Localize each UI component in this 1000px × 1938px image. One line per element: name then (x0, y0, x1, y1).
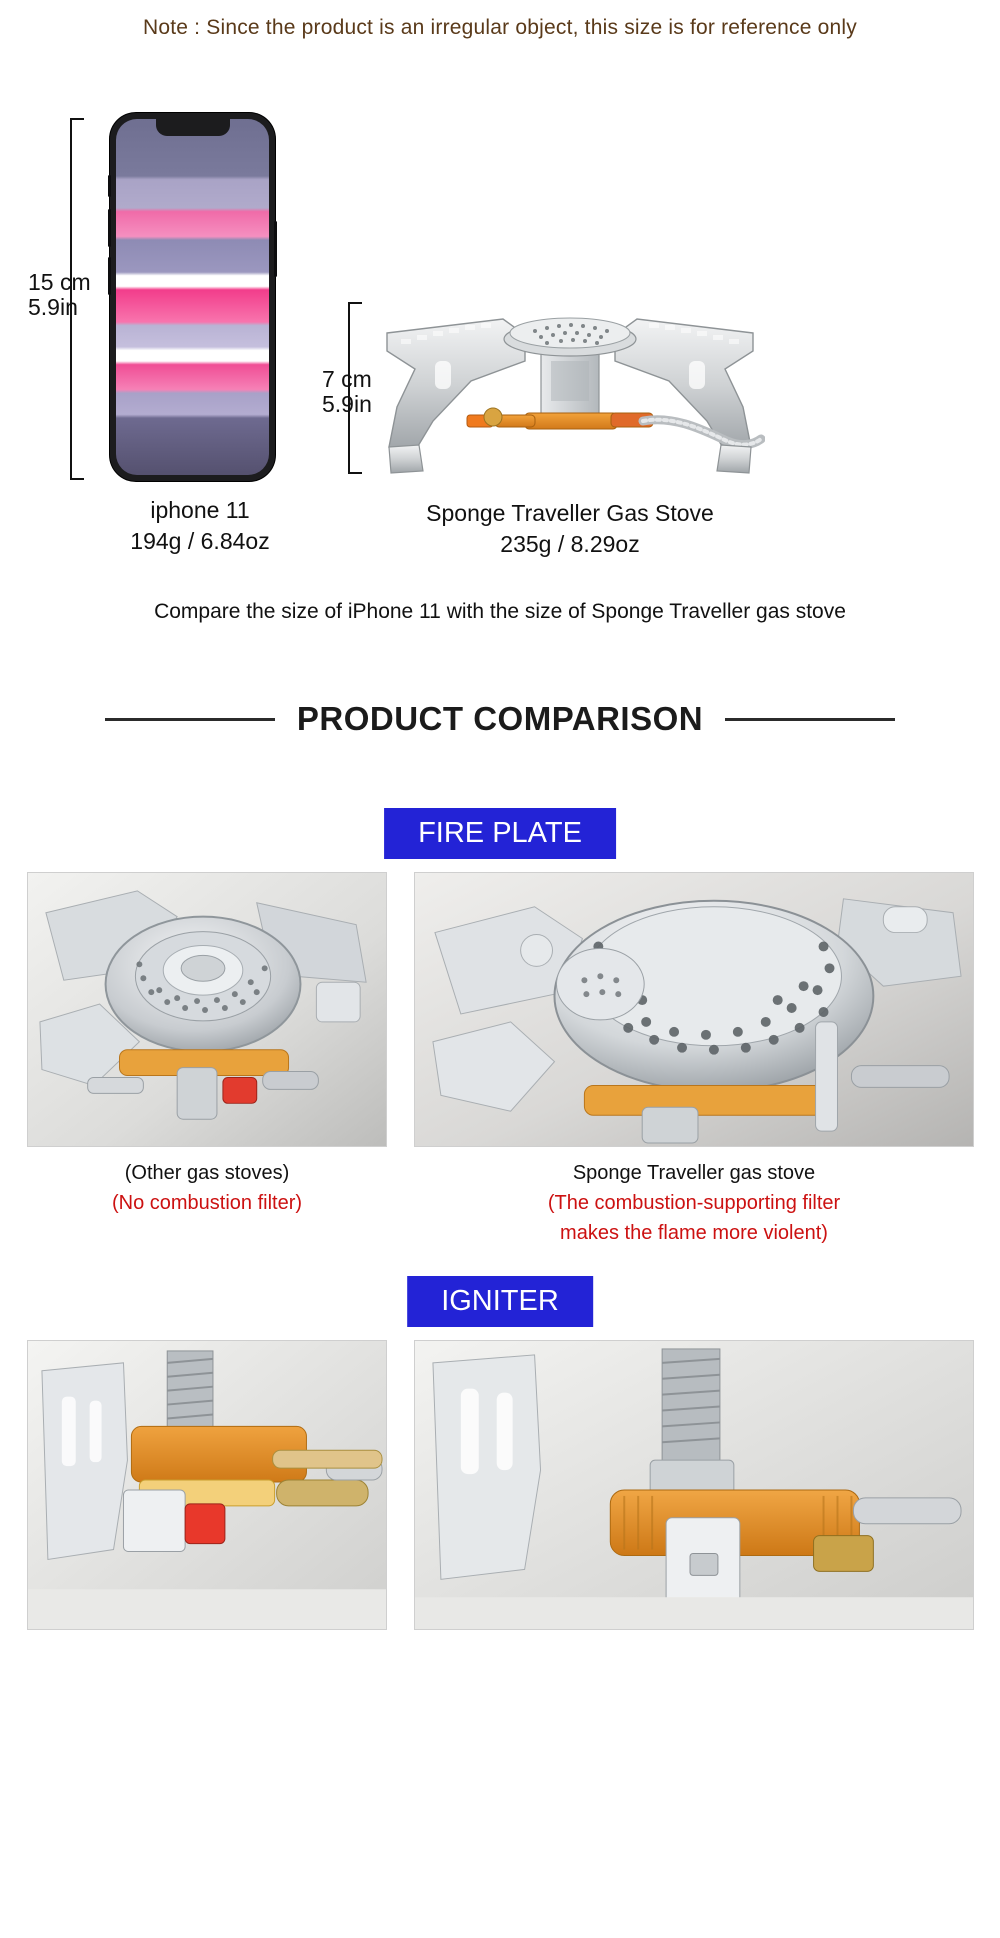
fire-plate-left-caption (27, 1158, 387, 1218)
fire-plate-tag: FIRE PLATE (384, 808, 616, 859)
stove-name: Sponge Traveller Gas Stove (426, 500, 714, 526)
stove-dimension-in: 5.9in (322, 390, 372, 417)
phone-mute-switch (108, 175, 111, 197)
phone-screen (116, 119, 269, 475)
fire-plate-right-caption (414, 1158, 974, 1248)
heading-rule-right (725, 718, 895, 721)
fire-plate-right-caption-line1: Sponge Traveller gas stove (572, 1162, 816, 1184)
phone-volume-up-button (108, 209, 111, 247)
phone-dimension-cm: 15 cm (28, 269, 91, 295)
phone-notch (156, 119, 230, 136)
fire-plate-right-caption-line3: makes the flame more violent) (560, 1222, 828, 1244)
gas-stove-illustration (375, 295, 765, 485)
size-comparison-block (0, 95, 1000, 595)
page-title: PRODUCT COMPARISON (296, 700, 704, 737)
compare-description: Compare the size of iPhone 11 with the size of Sponge Traveller gas stove (154, 600, 846, 623)
product-comparison-heading (0, 700, 1000, 738)
phone-power-button (274, 221, 277, 277)
igniter-photo-sponge-traveller (414, 1340, 974, 1630)
stove-weight: 235g / 8.29oz (500, 531, 640, 558)
stove-dimension-cm: 7 cm (322, 366, 372, 392)
phone-volume-down-button (108, 257, 111, 295)
fire-plate-right-caption-line2: (The combustion-supporting filter (547, 1192, 841, 1214)
phone-caption (80, 495, 320, 557)
iphone-illustration (110, 113, 275, 481)
igniter-tag: IGNITER (407, 1276, 593, 1327)
phone-weight: 194g / 6.84oz (130, 528, 270, 555)
phone-dimension-in: 5.9in (28, 293, 78, 320)
heading-rule-left (105, 718, 275, 721)
stove-caption (350, 498, 790, 560)
fire-plate-photo-sponge-traveller (414, 872, 974, 1147)
fire-plate-left-caption-line2: (No combustion filter) (111, 1192, 303, 1214)
fire-plate-photo-other-stove (27, 872, 387, 1147)
igniter-photo-other-stove (27, 1340, 387, 1630)
fire-plate-left-caption-line1: (Other gas stoves) (124, 1162, 290, 1184)
phone-dimension-label (28, 270, 91, 320)
reference-note: Note : Since the product is an irregular object, this size is for reference only (142, 16, 857, 39)
stove-dimension-label (322, 367, 372, 417)
phone-name: iphone 11 (150, 497, 250, 523)
